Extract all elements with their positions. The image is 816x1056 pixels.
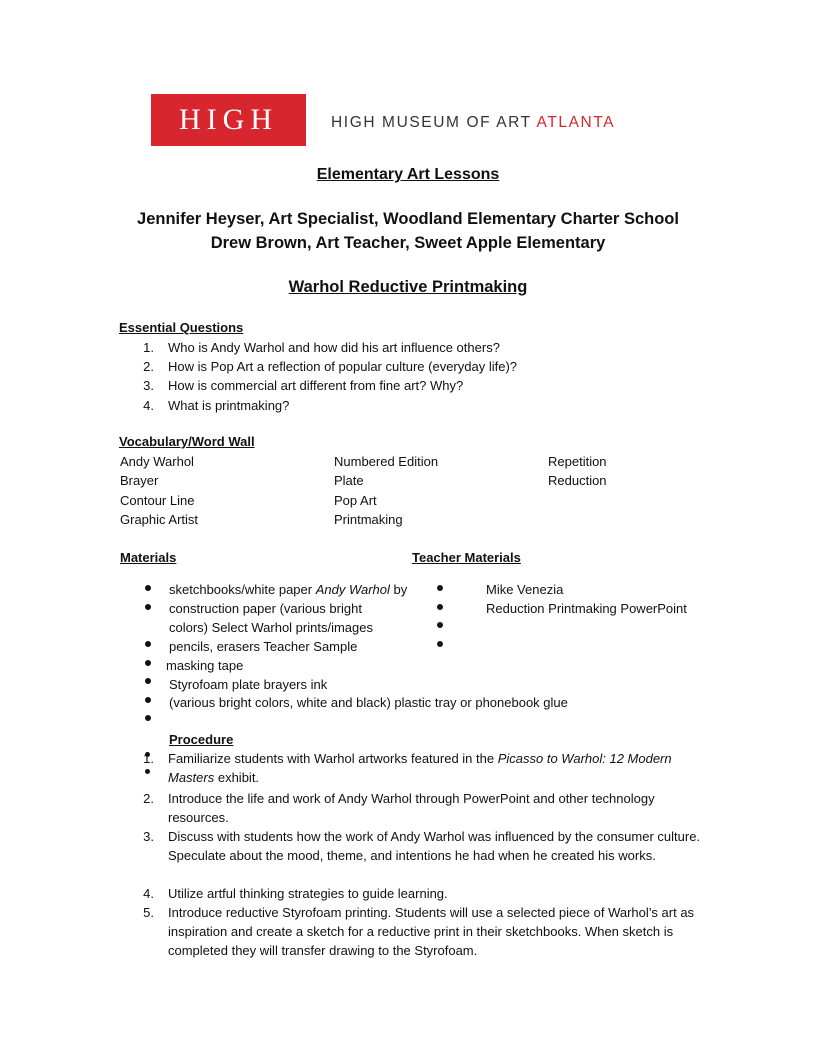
bullet xyxy=(145,769,150,774)
procedure-step: Utilize artful thinking strategies to guide learning. xyxy=(168,886,448,901)
teacher-material-line: Mike Venezia xyxy=(486,582,564,597)
museum-city: ATLANTA xyxy=(536,114,616,131)
vocabulary-heading: Vocabulary/Word Wall xyxy=(119,434,255,449)
museum-logo xyxy=(151,94,306,146)
procedure-step: Familiarize students with Warhol artworks featured in the Picasso to Warhol: 12 Modern Masters exhibit. xyxy=(168,751,672,785)
list-number: 5. xyxy=(143,905,154,920)
procedure-heading: Procedure xyxy=(169,732,234,747)
material-line: pencils, erasers Teacher Sample xyxy=(169,639,358,654)
bullet xyxy=(437,622,443,628)
author-line-1: Jennifer Heyser, Art Specialist, Woodland Elementary Charter School xyxy=(137,210,679,228)
vocab-term: Pop Art xyxy=(334,493,377,508)
list-number: 4. xyxy=(143,398,154,413)
bullet xyxy=(145,641,151,647)
bullet xyxy=(145,604,151,610)
vocab-term: Reduction xyxy=(548,473,607,488)
procedure-step: Introduce reductive Styrofoam printing. Students will use a selected piece of Warhol’s art as inspiration and create a sketch for a reductive print in their sketchbooks. When sketch is completed they will transfer drawing to the Styrofoam. xyxy=(168,905,695,958)
list-number: 1. xyxy=(143,340,154,355)
bullet xyxy=(145,678,151,684)
teacher-materials-heading: Teacher Materials xyxy=(412,550,521,565)
vocab-term: Plate xyxy=(334,473,364,488)
document-heading: Elementary Art Lessons xyxy=(316,166,500,183)
list-number: 2. xyxy=(143,359,154,374)
material-line: construction paper (various bright xyxy=(169,601,362,616)
procedure-step: Discuss with students how the work of Andy Warhol was influenced by the consumer culture. Speculate about the mood, theme, and intentions he had when he created his works. xyxy=(168,829,701,863)
procedure-step: Introduce the life and work of Andy Warhol through PowerPoint and other technology resources. xyxy=(168,791,655,825)
vocab-term: Brayer xyxy=(120,473,159,488)
list-number: 4. xyxy=(143,886,154,901)
material-line: Styrofoam plate brayers ink xyxy=(169,677,328,692)
essential-questions-heading: Essential Questions xyxy=(119,320,244,335)
lesson-title: Warhol Reductive Printmaking xyxy=(288,278,528,296)
vocab-term: Printmaking xyxy=(334,512,403,527)
list-item: What is printmaking? xyxy=(168,398,290,413)
material-line: sketchbooks/white paper Andy Warhol by xyxy=(169,582,408,597)
logo-mark: HIGH xyxy=(179,103,278,136)
bullet xyxy=(145,585,151,591)
vocab-term: Graphic Artist xyxy=(120,512,199,527)
material-line: masking tape xyxy=(166,658,244,673)
list-item: How is commercial art different from fine art? Why? xyxy=(168,378,464,393)
bullet xyxy=(145,660,151,666)
bullet xyxy=(437,641,443,647)
list-number: 3. xyxy=(143,829,154,844)
bullet xyxy=(437,585,443,591)
materials-heading: Materials xyxy=(120,550,177,565)
teacher-material-line: Reduction Printmaking PowerPoint xyxy=(486,601,687,616)
vocab-term: Numbered Edition xyxy=(334,454,439,469)
author-line-2: Drew Brown, Art Teacher, Sweet Apple Elementary xyxy=(210,234,606,252)
list-item: How is Pop Art a reflection of popular culture (everyday life)? xyxy=(168,359,518,374)
list-number: 3. xyxy=(143,378,154,393)
vocab-term: Contour Line xyxy=(120,493,195,508)
vocab-term: Andy Warhol xyxy=(120,454,194,469)
bullet xyxy=(145,697,151,703)
material-line: colors) Select Warhol prints/images xyxy=(169,620,373,635)
list-item: Who is Andy Warhol and how did his art influence others? xyxy=(168,340,500,355)
bullet xyxy=(145,715,151,721)
bullet xyxy=(437,604,443,610)
list-number: 2. xyxy=(143,791,154,806)
list-number: 1. xyxy=(143,751,154,766)
material-line: (various bright colors, white and black) plastic tray or phonebook glue xyxy=(169,695,568,710)
vocab-term: Repetition xyxy=(548,454,607,469)
museum-name: HIGH MUSEUM OF ART ATLANTA xyxy=(331,114,616,131)
